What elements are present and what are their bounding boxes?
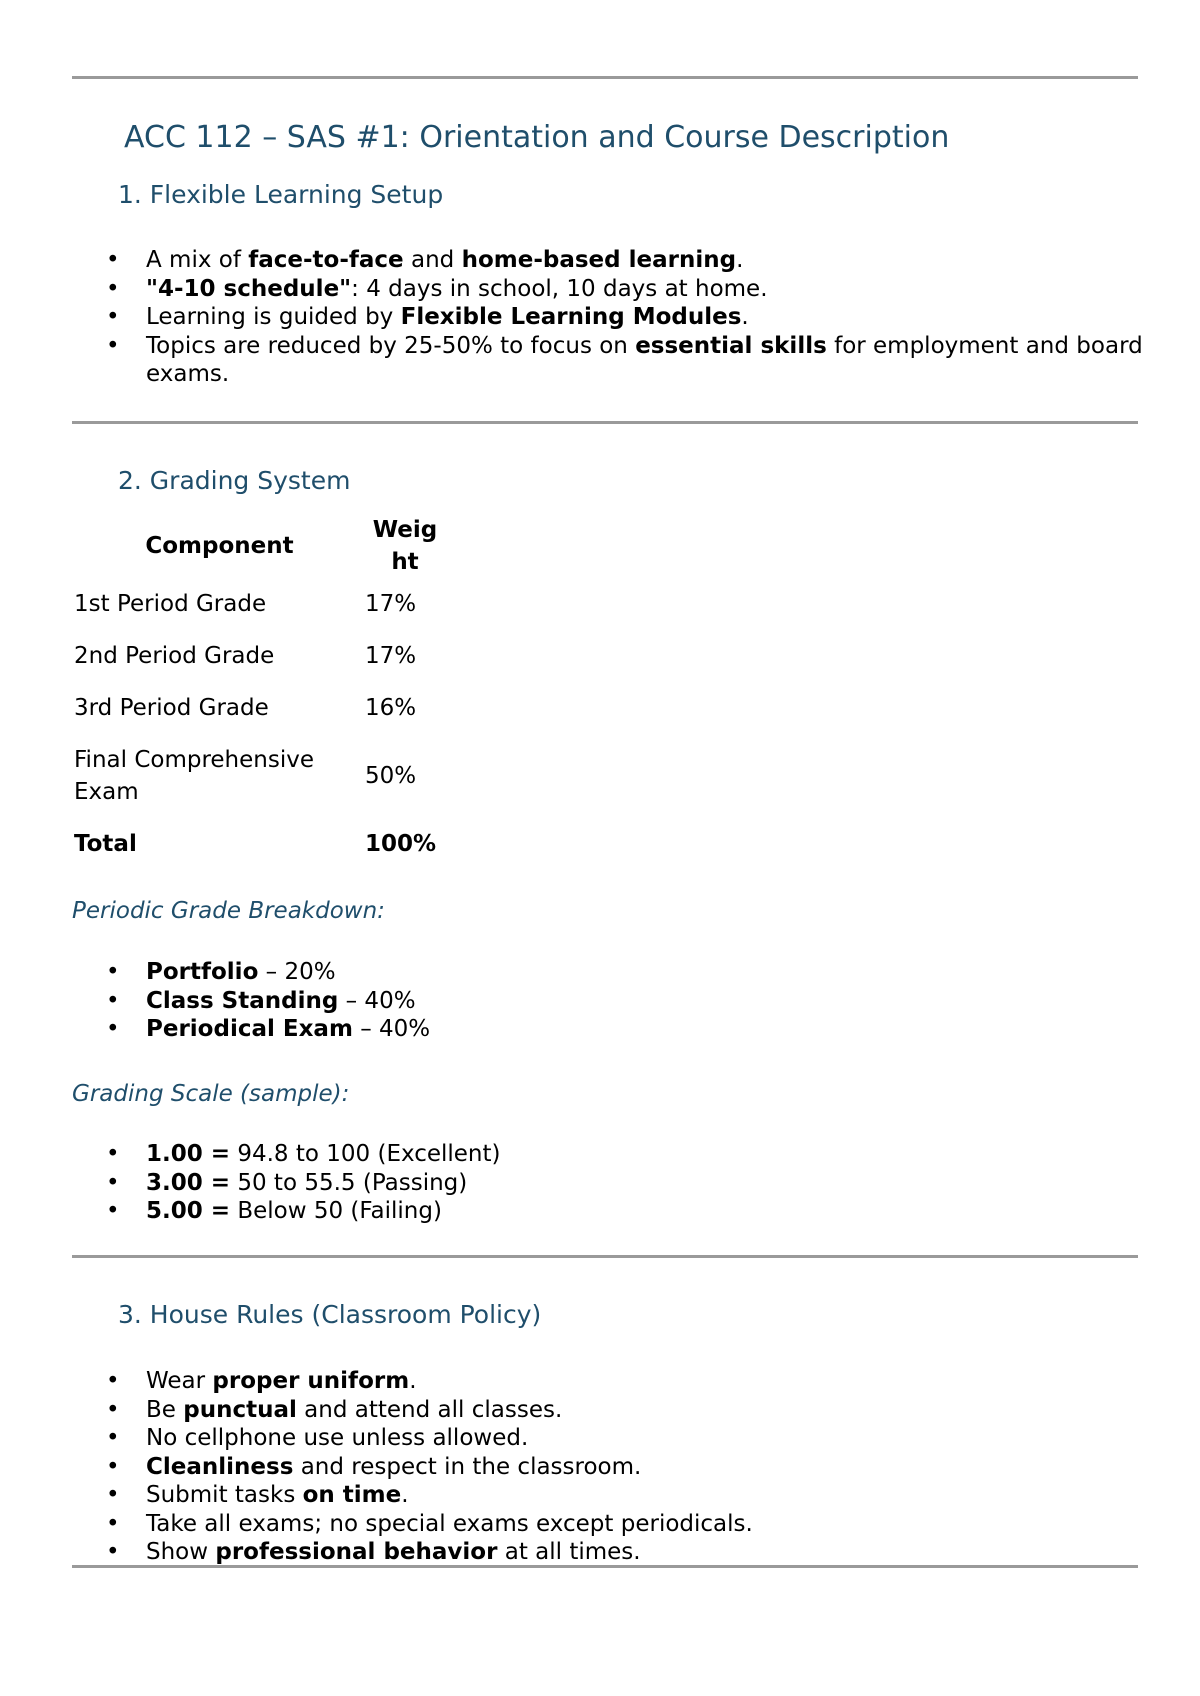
list-item: • Portfolio – 20% xyxy=(106,958,430,987)
list-item: • Wear proper uniform. xyxy=(106,1367,753,1396)
divider xyxy=(72,76,1138,79)
table-row: 1st Period Grade 17% xyxy=(74,591,417,617)
list-item: • Topics are reduced by 25-50% to focus on essential skills for employment and board exams. xyxy=(106,332,1146,389)
grading-scale-list xyxy=(106,1140,500,1226)
divider xyxy=(72,1255,1138,1258)
list-item: • 1.00 = 94.8 to 100 (Excellent) xyxy=(106,1140,500,1169)
list-item: • 5.00 = Below 50 (Failing) xyxy=(106,1197,500,1226)
breakdown-list xyxy=(106,958,430,1044)
list-item: • Periodical Exam – 40% xyxy=(106,1015,430,1044)
house-rules-list xyxy=(106,1367,753,1567)
column-header-weight: Weight xyxy=(372,517,438,575)
section-2-heading: 2. Grading System xyxy=(118,466,351,495)
list-item: • Submit tasks on time. xyxy=(106,1481,753,1510)
breakdown-heading: Periodic Grade Breakdown: xyxy=(72,898,385,924)
table-row: Final Comprehensive Exam 50% xyxy=(74,747,417,805)
divider xyxy=(72,421,1138,424)
list-item: • Class Standing – 40% xyxy=(106,987,430,1016)
flexible-learning-list xyxy=(106,246,1146,389)
list-item: • 3.00 = 50 to 55.5 (Passing) xyxy=(106,1169,500,1198)
grading-scale-heading: Grading Scale (sample): xyxy=(72,1081,350,1107)
list-item: • Be punctual and attend all classes. xyxy=(106,1396,753,1425)
section-1-heading: 1. Flexible Learning Setup xyxy=(118,180,444,209)
list-item: • Learning is guided by Flexible Learning Modules. xyxy=(106,303,1146,332)
divider xyxy=(72,1565,1138,1568)
list-item: • Show professional behavior at all times. xyxy=(106,1538,753,1567)
list-item: • Take all exams; no special exams except periodicals. xyxy=(106,1510,753,1539)
list-item: • No cellphone use unless allowed. xyxy=(106,1424,753,1453)
table-total-row: Total 100% xyxy=(74,831,437,857)
list-item: • A mix of face-to-face and home-based learning. xyxy=(106,246,1146,275)
document-title: ACC 112 – SAS #1: Orientation and Course Description xyxy=(124,120,950,155)
table-header-row xyxy=(72,514,445,578)
section-3-heading: 3. House Rules (Classroom Policy) xyxy=(118,1300,542,1329)
grading-table xyxy=(72,514,445,870)
table-row: 2nd Period Grade 17% xyxy=(74,643,417,669)
list-item: • Cleanliness and respect in the classroom. xyxy=(106,1453,753,1482)
list-item: • "4-10 schedule": 4 days in school, 10 days at home. xyxy=(106,275,1146,304)
column-header-component: Component xyxy=(145,533,294,559)
table-row: 3rd Period Grade 16% xyxy=(74,695,417,721)
